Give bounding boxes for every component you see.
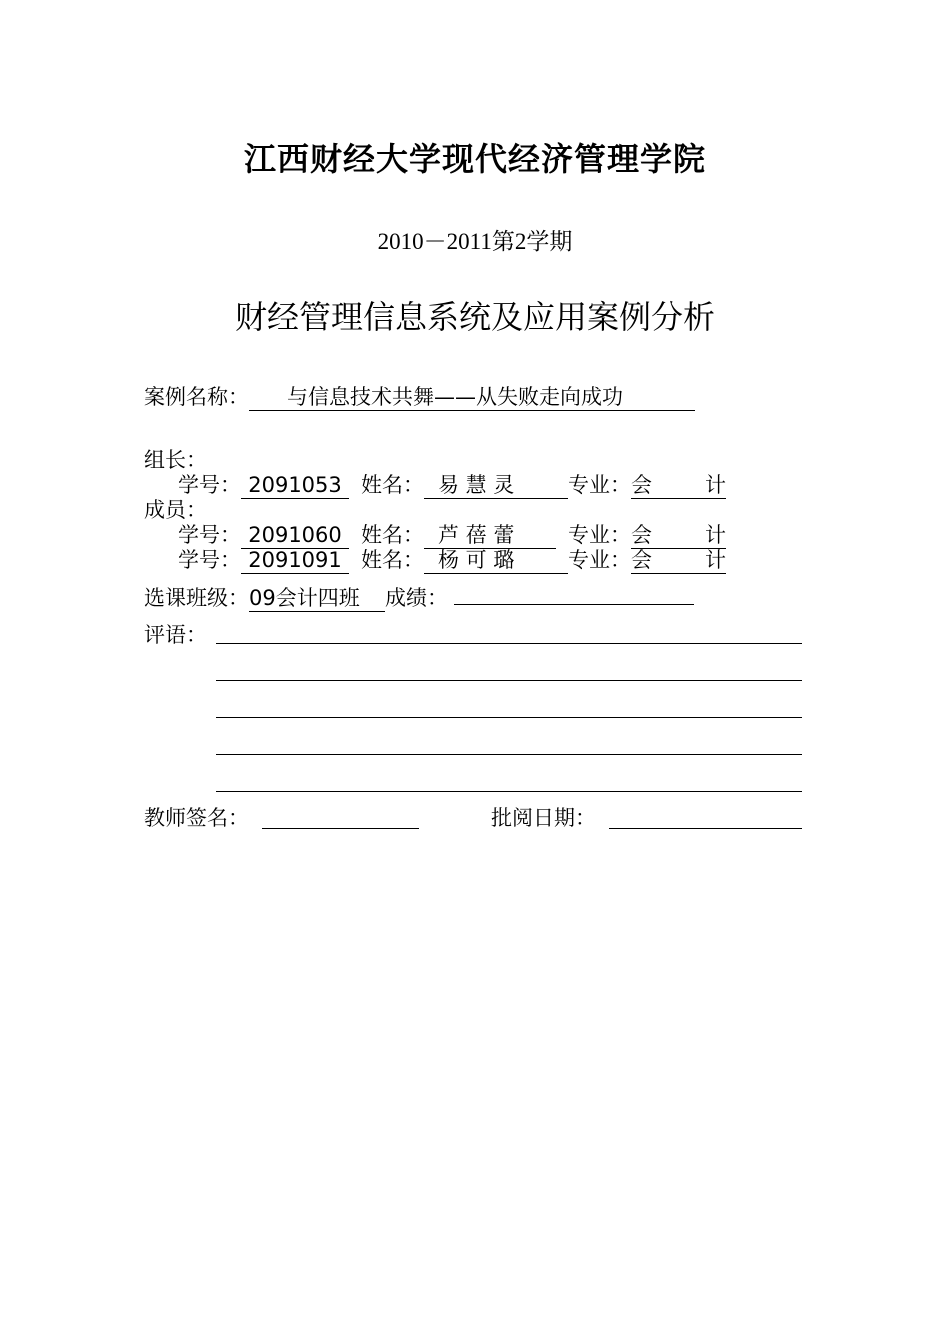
course-title: 财经管理信息系统及应用案例分析 [234,298,715,336]
leader-major-part-2: 计 [705,473,726,497]
comment-line [216,680,802,681]
member-row [178,550,726,574]
teacher-signature-line [262,828,419,829]
review-date-label: 批阅日期： [491,806,596,830]
member-major [631,525,726,549]
leader-section-label: 组长： [144,448,207,472]
school-title: 江西财经大学现代经济管理学院 [243,140,706,178]
member-name: 杨 可 璐 [424,550,568,574]
score-label: 成绩： [385,586,448,610]
member-major-label: 专业： [568,523,631,547]
member-id-label: 学号： [178,548,241,572]
comment-line [216,791,802,792]
class-name: 09会计四班 [249,588,385,612]
comment-line [216,643,802,644]
member-major-label: 专业： [568,548,631,572]
leader-name: 易 慧 灵 [424,475,568,499]
member-name-label: 姓名： [361,548,424,572]
member-major-part-2: 计 [705,548,726,572]
comments-label: 评语： [144,623,207,647]
leader-major-label: 专业： [568,473,631,497]
class-label: 选课班级： [144,586,249,610]
leader-major-part-1: 会 [631,473,652,497]
term-label: 2010－2011第2学期 [377,229,573,254]
member-id: 2091091 [241,550,349,574]
score-value [454,602,694,605]
member-row [178,525,726,549]
case-name-label: 案例名称： [144,385,249,409]
member-name: 芦 蓓 蕾 [424,525,556,549]
comment-line [216,754,802,755]
case-name-row [144,387,695,411]
leader-row [178,475,726,499]
member-major-part-2: 计 [705,523,726,547]
member-major-part-1: 会 [631,548,652,572]
class-row [144,588,694,612]
review-date-line [609,828,802,829]
leader-id-label: 学号： [178,473,241,497]
teacher-signature-label: 教师签名： [144,806,249,830]
member-major [631,550,726,574]
leader-name-label: 姓名： [361,473,424,497]
member-name-label: 姓名： [361,523,424,547]
member-major-part-1: 会 [631,523,652,547]
leader-id: 2091053 [241,475,349,499]
case-name-value: 与信息技术共舞——从失败走向成功 [249,387,695,411]
leader-major [631,475,726,499]
comment-line [216,717,802,718]
member-id: 2091060 [241,525,349,549]
member-id-label: 学号： [178,523,241,547]
members-section-label: 成员： [144,498,207,522]
